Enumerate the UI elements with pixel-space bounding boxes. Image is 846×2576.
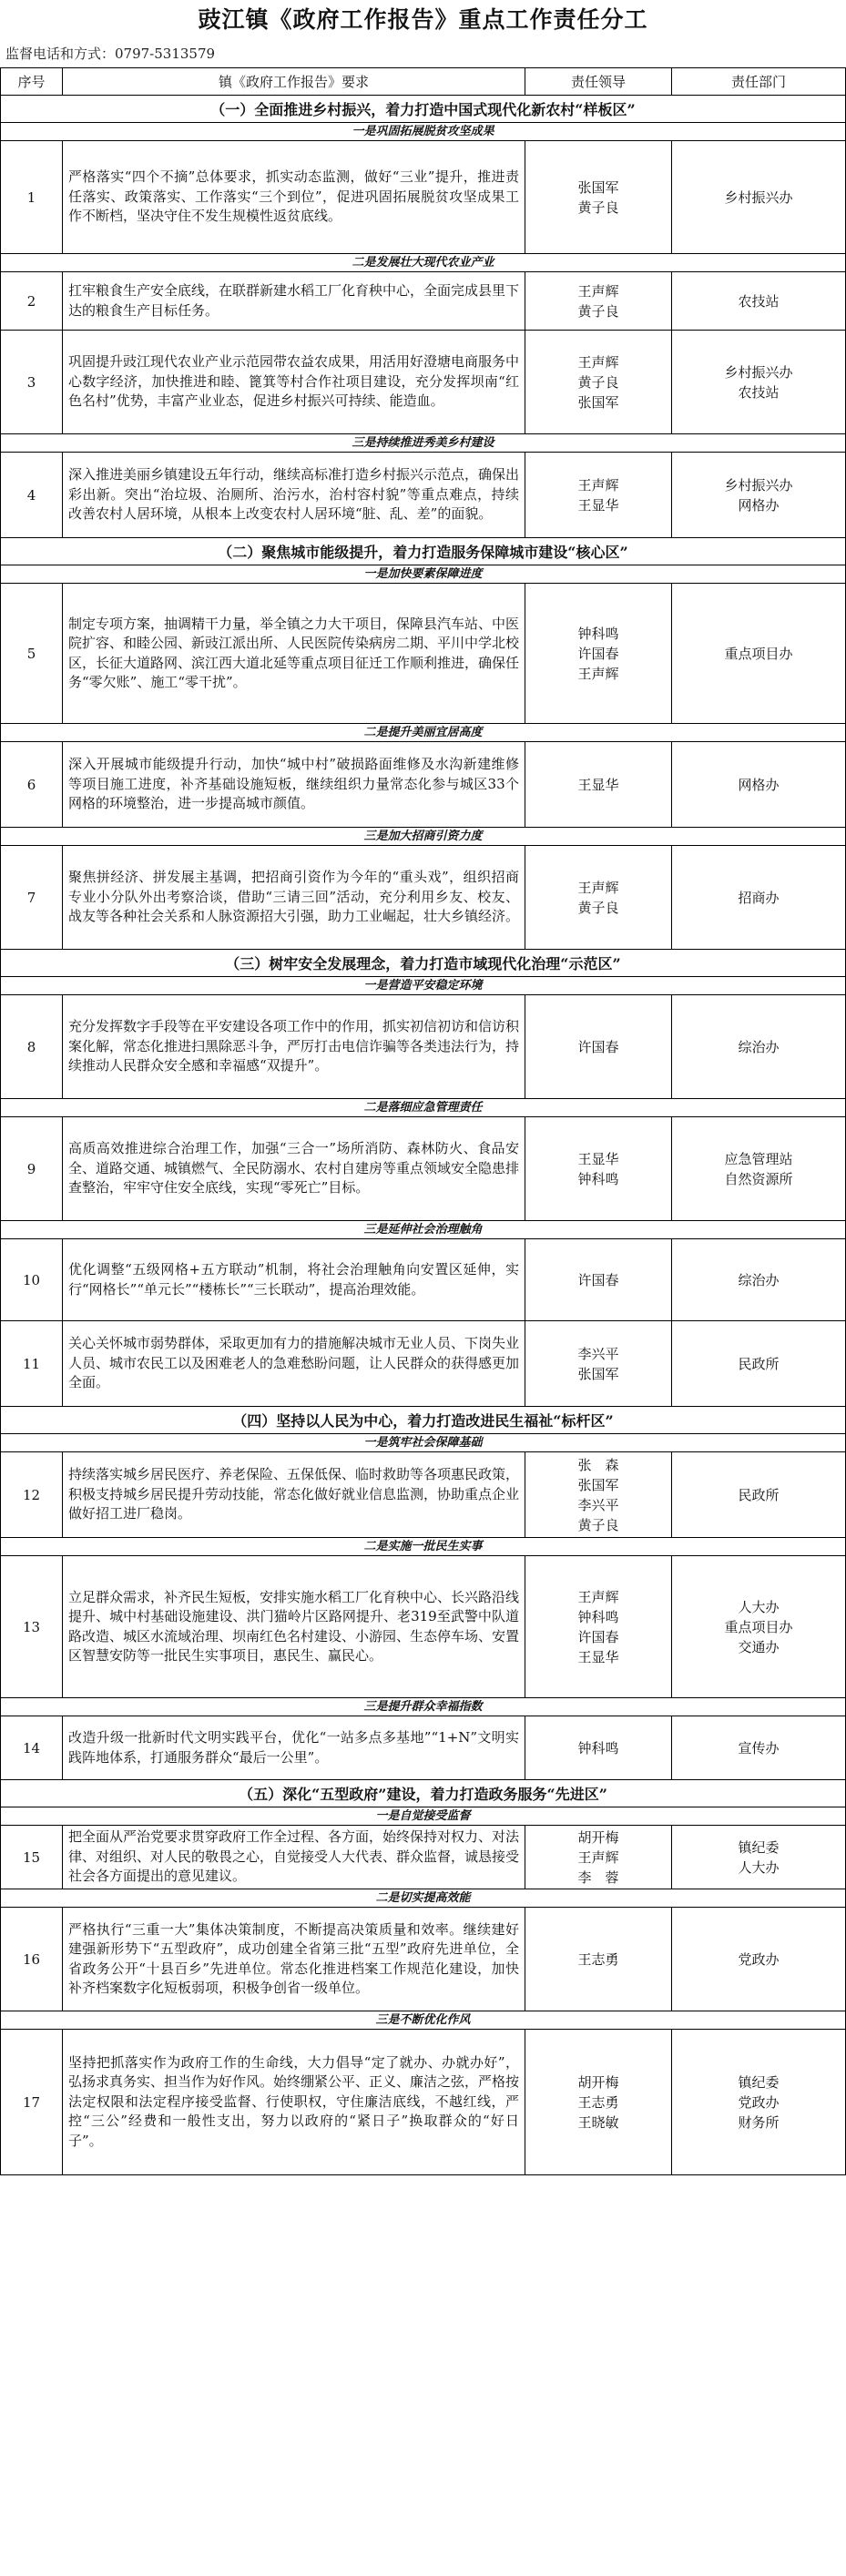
row-number: 12 xyxy=(1,1452,63,1538)
row-requirement: 扛牢粮食生产安全底线，在联群新建水稻工厂化育秧中心，全面完成县里下达的粮食生产目标任务。 xyxy=(63,272,525,331)
leader-name: 王志勇 xyxy=(577,1950,619,1968)
leader-name: 王显华 xyxy=(577,1648,619,1665)
department-name: 党政办 xyxy=(738,1950,780,1968)
table-row xyxy=(1,584,846,724)
department-name: 党政办 xyxy=(738,2093,780,2111)
table-row xyxy=(1,1452,846,1538)
leader-name: 王晓敏 xyxy=(577,2113,619,2131)
row-leaders xyxy=(525,1716,672,1780)
leader-name: 钟科鸣 xyxy=(577,1608,619,1625)
row-requirement: 优化调整“五级网格+五方联动”机制，将社会治理触角向安置区延伸，实行“网格长”“单元长”“楼栋长”“三长联动”，提高治理效能。 xyxy=(63,1239,525,1321)
row-number: 13 xyxy=(1,1556,63,1698)
row-departments xyxy=(672,584,846,724)
section-title: （二）聚焦城市能级提升，着力打造服务保障城市建设“核心区” xyxy=(1,538,846,565)
row-departments xyxy=(672,1117,846,1221)
subsection-row xyxy=(1,1807,846,1826)
row-number: 11 xyxy=(1,1321,63,1407)
leader-name: 李兴平 xyxy=(577,1496,619,1513)
row-number: 3 xyxy=(1,331,63,434)
subsection-title: 一是自觉接受监督 xyxy=(1,1807,846,1826)
row-departments xyxy=(672,331,846,434)
header-department: 责任部门 xyxy=(672,68,846,96)
department-name: 重点项目办 xyxy=(724,1618,793,1635)
row-leaders xyxy=(525,1321,672,1407)
department-name: 乡村振兴办 xyxy=(724,476,793,494)
subsection-row xyxy=(1,434,846,453)
row-requirement: 深入推进美丽乡镇建设五年行动，继续高标准打造乡村振兴示范点，确保出彩出新。突出“治垃圾、治厕所、治污水，治村容村貌”等重点难点，持续改善农村人居环境，从根本上改变农村人居环境“脏、乱、差”的面貌。 xyxy=(63,453,525,538)
subsection-row xyxy=(1,254,846,272)
leader-name: 王声辉 xyxy=(577,1588,619,1605)
department-name: 重点项目办 xyxy=(724,645,793,662)
row-number: 2 xyxy=(1,272,63,331)
row-number: 10 xyxy=(1,1239,63,1321)
table-row xyxy=(1,1239,846,1321)
subsection-title: 二是发展壮大现代农业产业 xyxy=(1,254,846,272)
leader-name: 黄子良 xyxy=(577,373,619,391)
department-name: 镇纪委 xyxy=(738,2073,780,2091)
supervisor-contact: 监督电话和方式：0797-5313579 xyxy=(5,46,216,62)
row-number: 8 xyxy=(1,995,63,1099)
department-name: 镇纪委 xyxy=(738,1838,780,1856)
section-row xyxy=(1,950,846,977)
department-name: 网格办 xyxy=(738,496,780,514)
subsection-row xyxy=(1,724,846,742)
department-name: 自然资源所 xyxy=(724,1170,793,1187)
row-leaders xyxy=(525,995,672,1099)
row-leaders xyxy=(525,453,672,538)
leader-name: 钟科鸣 xyxy=(577,625,619,642)
table-row xyxy=(1,995,846,1099)
section-title: （五）深化“五型政府”建设，着力打造政务服务“先进区” xyxy=(1,1780,846,1807)
leader-name: 王志勇 xyxy=(577,2093,619,2111)
section-title: （一）全面推进乡村振兴，着力打造中国式现代化新农村“样板区” xyxy=(1,96,846,123)
subsection-title: 一是加快要素保障进度 xyxy=(1,565,846,584)
leader-name: 张国军 xyxy=(577,1476,619,1493)
department-name: 应急管理站 xyxy=(724,1150,793,1167)
table-header-row xyxy=(1,68,846,96)
department-name: 民政所 xyxy=(738,1355,780,1372)
leader-name: 黄子良 xyxy=(577,302,619,320)
row-leaders xyxy=(525,331,672,434)
leader-name: 钟科鸣 xyxy=(577,1170,619,1187)
subsection-title: 二是实施一批民生实事 xyxy=(1,1538,846,1556)
row-number: 6 xyxy=(1,742,63,828)
subsection-title: 二是切实提高效能 xyxy=(1,1889,846,1908)
leader-name: 许国春 xyxy=(577,1271,619,1288)
row-leaders xyxy=(525,1556,672,1698)
row-requirement: 制定专项方案，抽调精干力量，举全镇之力大干项目，保障县汽车站、中医院扩容、和睦公园、新豉江派出所、人民医院传染病房二期、平川中学北校区，长征大道路网、滨江西大道北延等重点项目征迁工作顺利推进，确保任务“零欠账”、施工“零干扰”。 xyxy=(63,584,525,724)
leader-name: 李 蓉 xyxy=(577,1868,619,1886)
row-departments xyxy=(672,1908,846,2011)
leader-name: 王显华 xyxy=(577,776,619,793)
row-leaders xyxy=(525,1826,672,1889)
row-leaders xyxy=(525,1117,672,1221)
table-row xyxy=(1,141,846,254)
row-requirement: 高质高效推进综合治理工作，加强“三合一”场所消防、森林防火、食品安全、道路交通、城镇燃气、全民防溺水、农村自建房等重点领域安全隐患排查整治，牢牢守住安全底线，实现“零死亡”目标。 xyxy=(63,1117,525,1221)
subsection-title: 三是延伸社会治理触角 xyxy=(1,1221,846,1239)
table-row xyxy=(1,1321,846,1407)
department-name: 农技站 xyxy=(738,292,780,310)
leader-name: 王声辉 xyxy=(577,665,619,682)
leader-name: 李兴平 xyxy=(577,1345,619,1362)
row-requirement: 关心关怀城市弱势群体，采取更加有力的措施解决城市无业人员、下岗失业人员、城市农民工以及困难老人的急难愁盼问题，让人民群众的获得感更加全面。 xyxy=(63,1321,525,1407)
row-leaders xyxy=(525,141,672,254)
section-title: （四）坚持以人民为中心，着力打造改进民生福祉“标杆区” xyxy=(1,1407,846,1434)
leader-name: 黄子良 xyxy=(577,1516,619,1533)
row-requirement: 严格落实“四个不摘”总体要求，抓实动态监测，做好“三业”提升，推进责任落实、政策落实、工作落实“三个到位”，促进巩固拓展脱贫攻坚成果工作不断档，坚决守住不发生规模性返贫底线。 xyxy=(63,141,525,254)
row-number: 1 xyxy=(1,141,63,254)
leader-name: 王声辉 xyxy=(577,353,619,371)
subsection-title: 二是落细应急管理责任 xyxy=(1,1099,846,1117)
row-number: 9 xyxy=(1,1117,63,1221)
row-leaders xyxy=(525,1908,672,2011)
row-departments xyxy=(672,1321,846,1407)
row-departments xyxy=(672,272,846,331)
subsection-row xyxy=(1,1698,846,1716)
subsection-row xyxy=(1,1221,846,1239)
row-requirement: 严格执行“三重一大”集体决策制度，不断提高决策质量和效率。继续建好建强新形势下“五型政府”，成功创建全省第三批“五型”政府先进单位，全省政务公开“十县百乡”先进单位。常态化推进档案工作规范化建设，加快补齐档案数字化短板弱项，积极争创省一级单位。 xyxy=(63,1908,525,2011)
department-name: 综治办 xyxy=(738,1271,780,1288)
department-name: 财务所 xyxy=(738,2113,780,2131)
leader-name: 王显华 xyxy=(577,496,619,514)
table-row xyxy=(1,1556,846,1698)
leader-name: 钟科鸣 xyxy=(577,1739,619,1756)
table-row xyxy=(1,1908,846,2011)
row-departments xyxy=(672,1452,846,1538)
table-row xyxy=(1,1826,846,1889)
row-departments xyxy=(672,141,846,254)
row-departments xyxy=(672,1556,846,1698)
department-name: 交通办 xyxy=(738,1638,780,1655)
leader-name: 王声辉 xyxy=(577,879,619,896)
table-row xyxy=(1,1716,846,1780)
department-name: 乡村振兴办 xyxy=(724,188,793,206)
header-no: 序号 xyxy=(1,68,63,96)
row-number: 14 xyxy=(1,1716,63,1780)
leader-name: 许国春 xyxy=(577,645,619,662)
row-number: 17 xyxy=(1,2030,63,2175)
row-requirement: 坚持把抓落实作为政府工作的生命线，大力倡导“定了就办、办就办好”，弘扬求真务实、担当作为好作风。始终绷紧公平、正义、廉洁之弦，严格按法定权限和法定程序接受监督、行使职权，守住廉洁底线，不越红线，严控“三公”经费和一般性支出，努力以政府的“紧日子”换取群众的“好日子”。 xyxy=(63,2030,525,2175)
subsection-title: 一是筑牢社会保障基础 xyxy=(1,1434,846,1452)
department-name: 宣传办 xyxy=(738,1739,780,1756)
leader-name: 黄子良 xyxy=(577,899,619,916)
table-row xyxy=(1,2030,846,2175)
department-name: 民政所 xyxy=(738,1486,780,1503)
subsection-title: 一是营造平安稳定环境 xyxy=(1,977,846,995)
table-row xyxy=(1,1117,846,1221)
subsection-title: 三是加大招商引资力度 xyxy=(1,828,846,846)
row-departments xyxy=(672,1239,846,1321)
row-number: 15 xyxy=(1,1826,63,1889)
subsection-title: 二是提升美丽宜居高度 xyxy=(1,724,846,742)
subsection-row xyxy=(1,977,846,995)
subsection-title: 一是巩固拓展脱贫攻坚成果 xyxy=(1,123,846,141)
leader-name: 王声辉 xyxy=(577,1848,619,1866)
leader-name: 王声辉 xyxy=(577,476,619,494)
row-leaders xyxy=(525,1239,672,1321)
row-number: 7 xyxy=(1,846,63,950)
row-requirement: 充分发挥数字手段等在平安建设各项工作中的作用，抓实初信初访和信访积案化解，常态化推进扫黑除恶斗争，严厉打击电信诈骗等各类违法行为，持续推动人民群众安全感和幸福感“双提升”。 xyxy=(63,995,525,1099)
leader-name: 王声辉 xyxy=(577,282,619,300)
subsection-row xyxy=(1,123,846,141)
leader-name: 黄子良 xyxy=(577,199,619,216)
leader-name: 张国军 xyxy=(577,178,619,196)
table-row xyxy=(1,453,846,538)
row-departments xyxy=(672,1716,846,1780)
row-departments xyxy=(672,2030,846,2175)
table-row xyxy=(1,331,846,434)
subsection-row xyxy=(1,1538,846,1556)
section-row xyxy=(1,1780,846,1807)
department-name: 乡村振兴办 xyxy=(724,363,793,381)
row-requirement: 巩固提升豉江现代农业产业示范园带农益农成果，用活用好澄塘电商服务中心数字经济，加快推进和睦、篦箕等村合作社项目建设，充分发挥坝南“红色名村”优势，丰富产业业态，促进乡村振兴可持续、能造血。 xyxy=(63,331,525,434)
row-number: 4 xyxy=(1,453,63,538)
row-leaders xyxy=(525,584,672,724)
document-title: 豉江镇《政府工作报告》重点工作责任分工 xyxy=(198,6,648,33)
leader-name: 胡开梅 xyxy=(577,1828,619,1846)
department-name: 人大办 xyxy=(738,1858,780,1876)
row-requirement: 深入开展城市能级提升行动，加快“城中村”破损路面维修及水沟新建维修等项目施工进度，补齐基础设施短板，继续组织力量常态化参与城区33个网格的环境整治，进一步提高城市颜值。 xyxy=(63,742,525,828)
leader-name: 许国春 xyxy=(577,1038,619,1055)
subsection-title: 三是提升群众幸福指数 xyxy=(1,1698,846,1716)
subsection-row xyxy=(1,1434,846,1452)
section-row xyxy=(1,538,846,565)
section-title: （三）树牢安全发展理念，着力打造市域现代化治理“示范区” xyxy=(1,950,846,977)
responsibility-table xyxy=(0,67,846,2175)
department-name: 农技站 xyxy=(738,383,780,401)
subsection-row xyxy=(1,828,846,846)
row-leaders xyxy=(525,1452,672,1538)
subsection-row xyxy=(1,1099,846,1117)
row-requirement: 把全面从严治党要求贯穿政府工作全过程、各方面，始终保持对权力、对法律、对组织、对人民的敬畏之心，自觉接受人大代表、群众监督，诚恳接受社会各方面提出的意见建议。 xyxy=(63,1826,525,1889)
row-number: 16 xyxy=(1,1908,63,2011)
row-requirement: 持续落实城乡居民医疗、养老保险、五保低保、临时救助等各项惠民政策，积极支持城乡居民提升劳动技能，常态化做好就业信息监测，协助重点企业做好招工进厂稳岗。 xyxy=(63,1452,525,1538)
row-requirement: 立足群众需求，补齐民生短板，安排实施水稻工厂化育秧中心、长兴路沿线提升、城中村基础设施建设、洪门猫岭片区路网提升、老319至武警中队道路改造、城区水流域治理、坝南红色名村建设、小游园、生态停车场、安置区智慧安防等一批民生实事项目，惠民生、赢民心。 xyxy=(63,1556,525,1698)
subsection-row xyxy=(1,1889,846,1908)
row-departments xyxy=(672,846,846,950)
section-row xyxy=(1,1407,846,1434)
table-row xyxy=(1,846,846,950)
subsection-row xyxy=(1,2011,846,2030)
row-leaders xyxy=(525,2030,672,2175)
row-departments xyxy=(672,1826,846,1889)
header-requirement: 镇《政府工作报告》要求 xyxy=(63,68,525,96)
leader-name: 张 森 xyxy=(577,1456,619,1473)
department-name: 综治办 xyxy=(738,1038,780,1055)
table-body xyxy=(1,68,846,2175)
leader-name: 王显华 xyxy=(577,1150,619,1167)
subsection-title: 三是持续推进秀美乡村建设 xyxy=(1,434,846,453)
row-number: 5 xyxy=(1,584,63,724)
table-row xyxy=(1,272,846,331)
row-departments xyxy=(672,742,846,828)
department-name: 网格办 xyxy=(738,776,780,793)
subsection-row xyxy=(1,565,846,584)
header-leader: 责任领导 xyxy=(525,68,672,96)
section-row xyxy=(1,96,846,123)
row-requirement: 聚焦拼经济、拼发展主基调，把招商引资作为今年的“重头戏”，组织招商专业小分队外出考察洽谈，借助“三请三回”活动，充分利用乡友、校友、战友等各种社会关系和人脉资源招大引强，助力工业崛起，壮大乡镇经济。 xyxy=(63,846,525,950)
leader-name: 胡开梅 xyxy=(577,2073,619,2091)
leader-name: 张国军 xyxy=(577,393,619,411)
row-leaders xyxy=(525,846,672,950)
leader-name: 张国军 xyxy=(577,1365,619,1382)
table-row xyxy=(1,742,846,828)
row-departments xyxy=(672,995,846,1099)
row-departments xyxy=(672,453,846,538)
row-leaders xyxy=(525,742,672,828)
department-name: 人大办 xyxy=(738,1598,780,1615)
row-leaders xyxy=(525,272,672,331)
department-name: 招商办 xyxy=(738,889,780,906)
subsection-title: 三是不断优化作风 xyxy=(1,2011,846,2030)
row-requirement: 改造升级一批新时代文明实践平台，优化“一站多点多基地”“1+N”文明实践阵地体系，打通服务群众“最后一公里”。 xyxy=(63,1716,525,1780)
leader-name: 许国春 xyxy=(577,1628,619,1645)
